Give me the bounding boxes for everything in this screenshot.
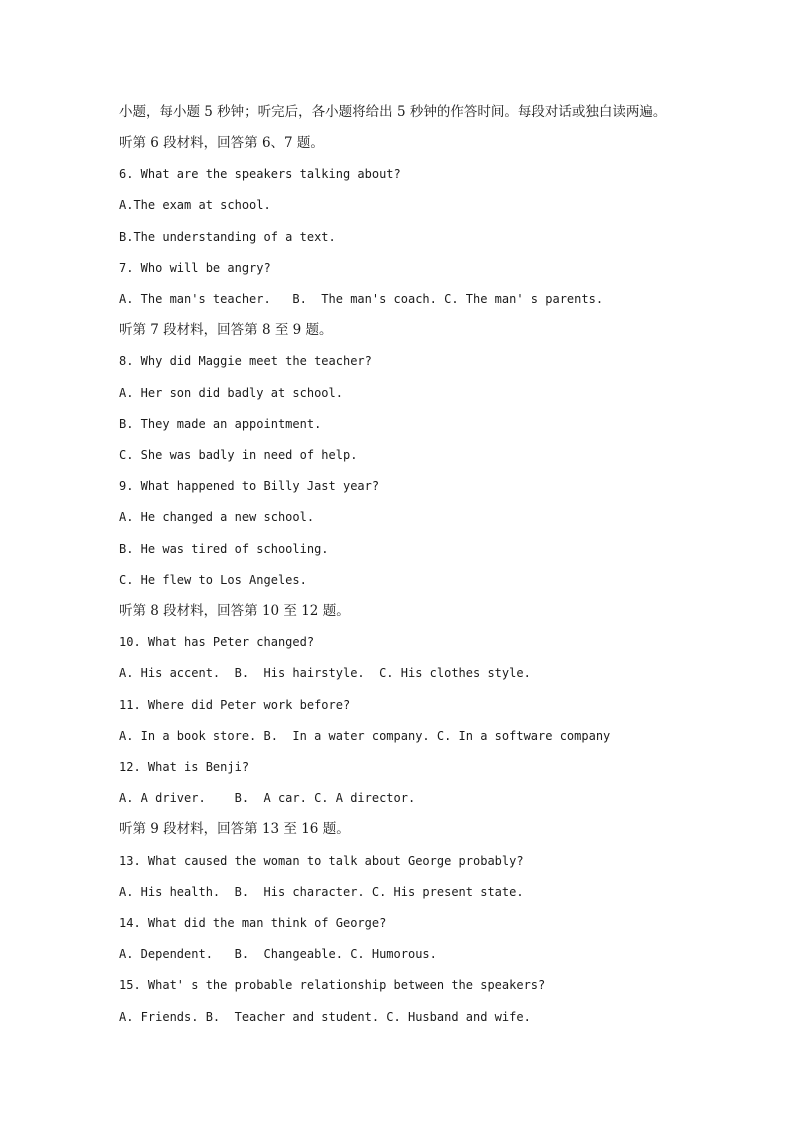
question-8-option-b: B. They made an appointment. [119, 417, 322, 431]
question-12: 12. What is Benji? [119, 760, 250, 774]
question-13-options: A. His health. B. His character. C. His present state. [119, 885, 524, 899]
question-14-options: A. Dependent. B. Changeable. C. Humorous. [119, 947, 437, 961]
section-heading-7: 听第 7 段材料，回答第 8 至 9 题。 [119, 322, 333, 338]
question-12-options: A. A driver. B. A car. C. A director. [119, 791, 416, 805]
question-8-option-a: A. Her son did badly at school. [119, 386, 343, 400]
question-9: 9. What happened to Billy Jast year? [119, 479, 380, 493]
question-9-option-b: B. He was tired of schooling. [119, 542, 329, 556]
question-7-options: A. The man's teacher. B. The man's coach. C. The man' s parents. [119, 292, 604, 306]
section-heading-9: 听第 9 段材料，回答第 13 至 16 题。 [119, 821, 350, 837]
question-6-option-b: B.The understanding of a text. [119, 230, 336, 244]
question-8-option-c: C. She was badly in need of help. [119, 448, 358, 462]
question-13: 13. What caused the woman to talk about George probably? [119, 854, 524, 868]
instruction-line: 小题，每小题 5 秒钟；听完后，各小题将给出 5 秒钟的作答时间。每段对话或独白读两遍。 [119, 104, 667, 120]
question-14: 14. What did the man think of George? [119, 916, 387, 930]
question-10: 10. What has Peter changed? [119, 635, 315, 649]
section-heading-8: 听第 8 段材料，回答第 10 至 12 题。 [119, 603, 350, 619]
question-15: 15. What' s the probable relationship between the speakers? [119, 978, 546, 992]
question-15-options: A. Friends. B. Teacher and student. C. Husband and wife. [119, 1010, 531, 1024]
question-10-options: A. His accent. B. His hairstyle. C. His clothes style. [119, 666, 531, 680]
question-9-option-a: A. He changed a new school. [119, 510, 315, 524]
question-9-option-c: C. He flew to Los Angeles. [119, 573, 307, 587]
question-6: 6. What are the speakers talking about? [119, 167, 401, 181]
section-heading-6: 听第 6 段材料，回答第 6、7 题。 [119, 135, 324, 151]
question-8: 8. Why did Maggie meet the teacher? [119, 354, 372, 368]
question-6-option-a: A.The exam at school. [119, 198, 271, 212]
question-11-options: A. In a book store. B. In a water company. C. In a software company [119, 729, 611, 743]
question-11: 11. Where did Peter work before? [119, 698, 351, 712]
question-7: 7. Who will be angry? [119, 261, 271, 275]
